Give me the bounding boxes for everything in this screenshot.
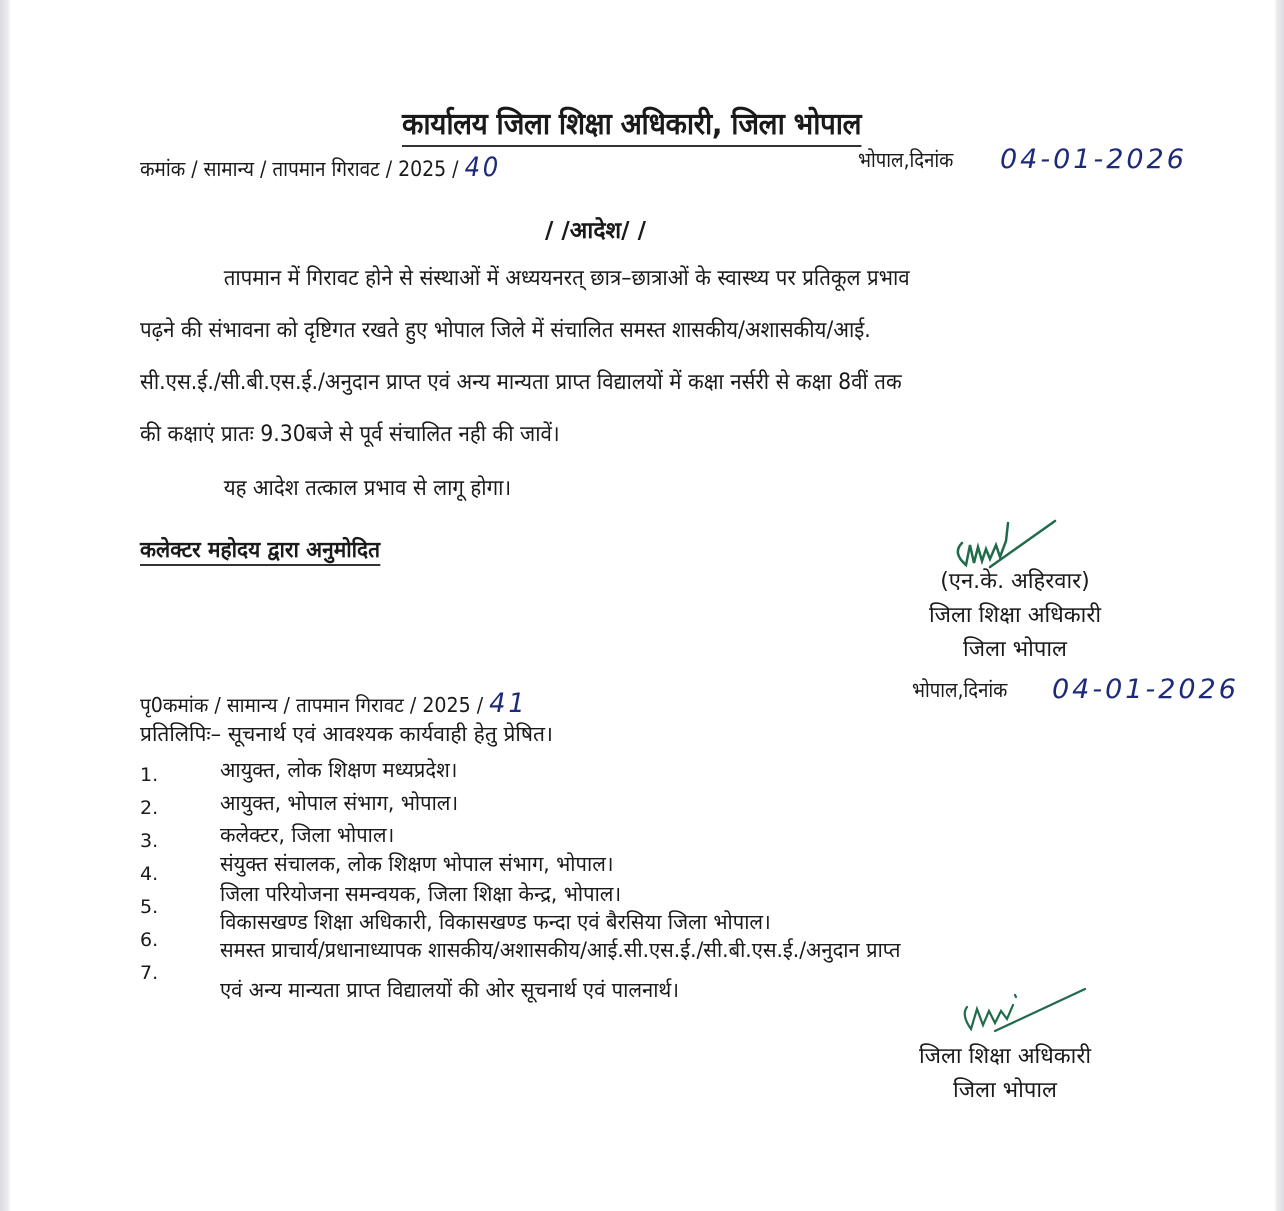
signatory-district: जिला भोपाल [963,637,1067,662]
approved-by-collector: कलेक्टर महोदय द्वारा अनुमोदित [140,534,380,566]
copy-intro: प्रतिलिपिः– सूचनार्थ एवं आवश्यक कार्यवाही हेतु प्रेषित। [140,722,553,746]
body-line: पढ़ने की संभावना को दृष्टिगत रखते हुए भोपाल जिले में संचालित समस्त शासकीय/अशासकीय/आई. [140,318,871,343]
signatory-name: (एन.के. अहिरवार) [940,569,1090,594]
endorsement-reference-prefix: पृ0कमांक / सामान्य / तापमान गिरावट / 2025 / [140,693,484,717]
endorsement-date-label: भोपाल,दिनांक [912,678,1008,702]
item-number: 2. [140,797,159,819]
body-line: की कक्षाएं प्रातः 9.30बजे से पूर्व संचालित नही की जावें। [140,422,560,447]
reference-number-handwritten: 40 [464,152,501,183]
item-number: 7. [140,962,159,984]
item-number: 4. [140,863,159,885]
item-number: 3. [140,830,159,852]
item-text: संयुक्त संचालक, लोक शिक्षण भोपाल संभाग, भोपाल। [220,852,614,876]
date-handwritten: 04-01-2026 [1000,144,1187,175]
page-edge-left [0,0,11,1211]
signatory-block [900,565,1130,667]
item-text: कलेक्टर, जिला भोपाल। [220,823,395,847]
endorsement-signatory-designation: जिला शिक्षा अधिकारी [918,1044,1092,1069]
body-line: सी.एस.ई./सी.बी.एस.ई./अनुदान प्राप्त एवं अन्य मान्यता प्राप्त विद्यालयों में कक्षा नर्सरी से कक्षा 8वीं तक [140,370,902,395]
item-number: 1. [140,764,159,786]
endorsement-signatory-block [890,1040,1120,1108]
office-title: कार्यालय जिला शिक्षा अधिकारी, जिला भोपाल [402,102,861,147]
endorsement-reference [140,688,528,719]
signatory-designation: जिला शिक्षा अधिकारी [928,603,1102,628]
item-number: 5. [140,896,159,918]
item-text: जिला परियोजना समन्वयक, जिला शिक्षा केन्द्र, भोपाल। [220,882,622,906]
item-text: आयुक्त, लोक शिक्षण मध्यप्रदेश। [220,758,458,782]
endorsement-date-handwritten: 04-01-2026 [1052,674,1239,705]
reference-prefix: कमांक / सामान्य / तापमान गिरावट / 2025 / [140,157,459,181]
signature-icon [955,985,1090,1035]
item-text: विकासखण्ड शिक्षा अधिकारी, विकासखण्ड फन्दा एवं बैरसिया जिला भोपाल। [220,910,771,934]
endorsement-signatory-district: जिला भोपाल [953,1078,1057,1103]
order-heading: / /आदेश/ / [545,218,646,244]
body-line: तापमान में गिरावट होने से संस्थाओं में अध्ययनरत् छात्र–छात्राओं के स्वास्थ्य पर प्रतिकूल प्रभाव [223,266,910,291]
page-edge-right [1274,0,1284,1211]
endorsement-number-handwritten: 41 [489,688,528,719]
item-number: 6. [140,929,159,951]
effect-line: यह आदेश तत्काल प्रभाव से लागू होगा। [223,476,512,501]
place-date-label: भोपाल,दिनांक [858,148,954,172]
reference-number [140,152,501,183]
item-text: समस्त प्राचार्य/प्रधानाध्यापक शासकीय/अशासकीय/आई.सी.एस.ई./सी.बी.एस.ई./अनुदान प्राप्त [220,938,901,962]
item-text: आयुक्त, भोपाल संभाग, भोपाल। [220,791,459,815]
item-text-continuation: एवं अन्य मान्यता प्राप्त विद्यालयों की ओर सूचनार्थ एवं पालनार्थ। [220,978,679,1002]
